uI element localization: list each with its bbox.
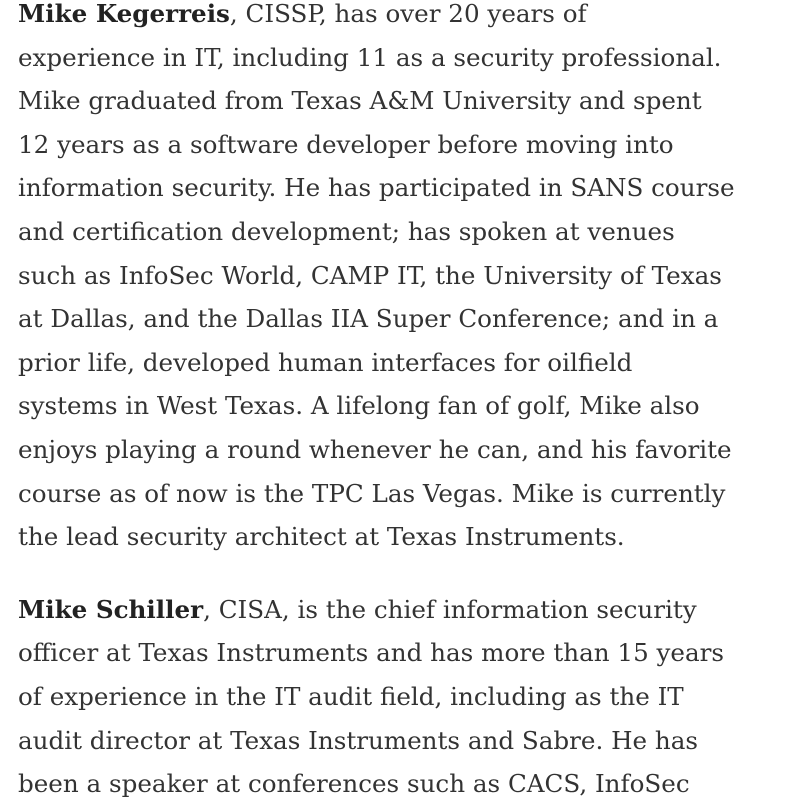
text-line: systems in West Texas. A lifelong fan of golf, Mike also <box>18 391 700 421</box>
text-line: and certification development; has spoken at venues <box>18 216 675 246</box>
text-line: course as of now is the TPC Las Vegas. Mike is currently <box>18 478 726 508</box>
text-line: officer at Texas Instruments and has more than 15 years <box>18 638 725 668</box>
paragraph-spacer <box>18 559 788 588</box>
text-line: enjoys playing a round whenever he can, and his favorite <box>18 434 732 464</box>
bio-paragraph-schiller <box>18 588 788 806</box>
text-line: Mike Schiller, CISA, is the chief information security <box>18 594 697 624</box>
author-name: Mike Schiller <box>18 594 204 624</box>
author-bios <box>18 0 788 806</box>
text-line: the lead security architect at Texas Instruments. <box>18 522 625 552</box>
text-line: experience in IT, including 11 as a security professional. <box>18 42 722 72</box>
text-line: such as InfoSec World, CAMP IT, the University of Texas <box>18 260 722 290</box>
text-line: of experience in the IT audit field, including as the IT <box>18 681 684 711</box>
text-line: information security. He has participated in SANS course <box>18 173 735 203</box>
author-name: Mike Kegerreis <box>18 0 230 28</box>
text-line: at Dallas, and the Dallas IIA Super Conference; and in a <box>18 304 719 334</box>
text-line: 12 years as a software developer before moving into <box>18 129 674 159</box>
text-line: been a speaker at conferences such as CACS, InfoSec <box>18 769 690 799</box>
text-line: Mike Kegerreis, CISSP, has over 20 years of <box>18 0 587 28</box>
text-line: prior life, developed human interfaces for oilfield <box>18 347 633 377</box>
bio-paragraph-kegerreis <box>18 0 788 559</box>
text-line: Mike graduated from Texas A&M University and spent <box>18 86 702 116</box>
text-line: audit director at Texas Instruments and Sabre. He has <box>18 725 699 755</box>
